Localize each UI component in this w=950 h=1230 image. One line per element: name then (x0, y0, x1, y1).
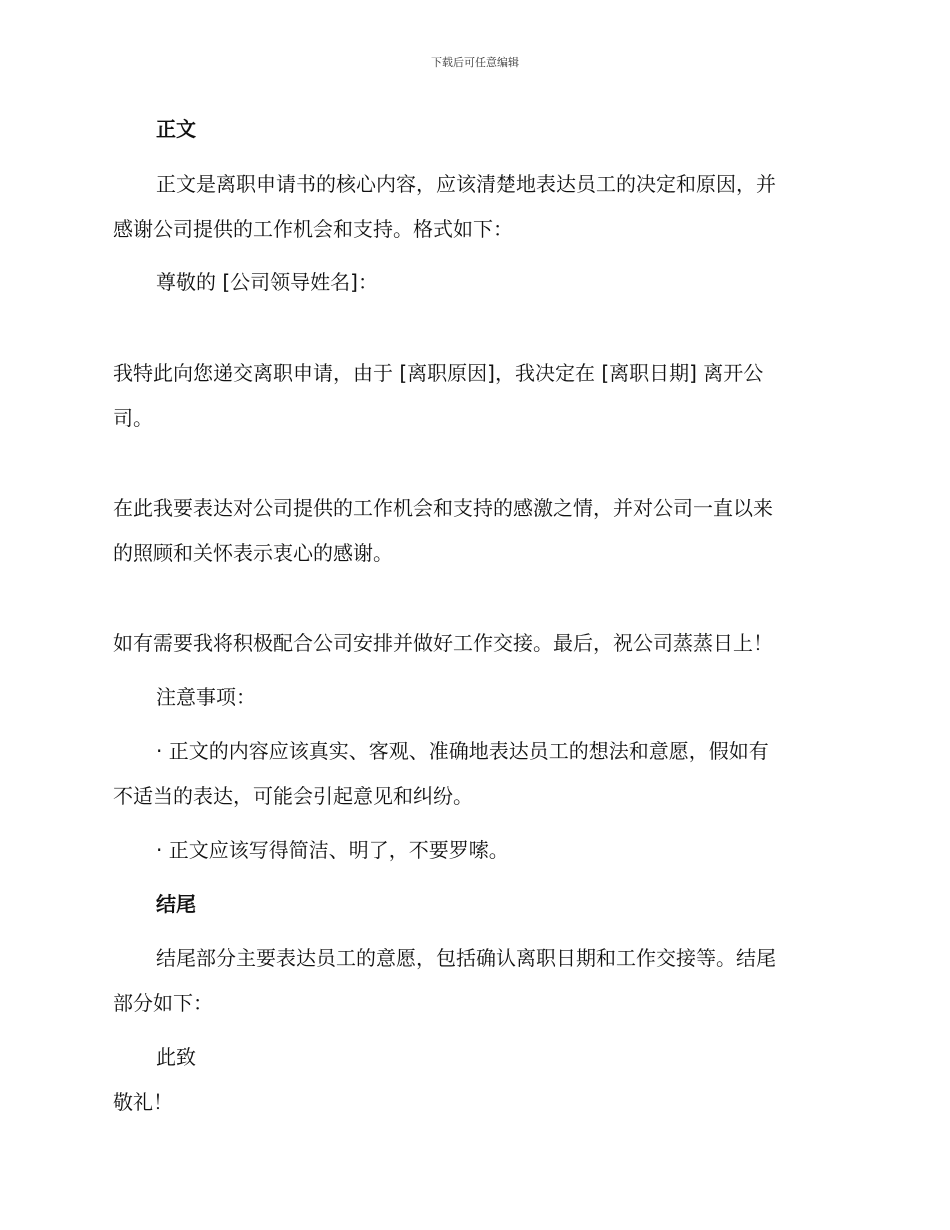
section-heading-body: 正文 (156, 117, 196, 141)
body-intro-line-1: 正文是离职申请书的核心内容，应该清楚地表达员工的决定和原因，并 (156, 172, 776, 196)
closing-intro-line-2: 部分如下： (113, 991, 213, 1015)
closing-intro-line-1: 结尾部分主要表达员工的意愿，包括确认离职日期和工作交接等。结尾 (156, 946, 776, 970)
body-intro-line-2: 感谢公司提供的工作机会和支持。格式如下： (113, 217, 513, 241)
note-2: · 正文应该写得简洁、明了，不要罗嗦。 (156, 838, 509, 862)
letter-paragraph-2-line-1: 在此我要表达对公司提供的工作机会和支持的感激之情，并对公司一直以来 (113, 496, 773, 520)
note-1-line-1: · 正文的内容应该真实、客观、准确地表达员工的想法和意愿，假如有 (156, 739, 769, 763)
closing-phrase-2: 敬礼！ (113, 1090, 173, 1114)
letter-paragraph-1-line-2: 司。 (113, 406, 153, 430)
letter-salutation: 尊敬的 [公司领导姓名]： (156, 270, 378, 294)
closing-phrase-1: 此致 (156, 1045, 196, 1069)
letter-paragraph-3: 如有需要我将积极配合公司安排并做好工作交接。最后，祝公司蒸蒸日上！ (113, 631, 773, 655)
note-1-line-2: 不适当的表达，可能会引起意见和纠纷。 (113, 784, 473, 808)
notes-label: 注意事项： (156, 685, 256, 709)
page-header: 下载后可任意编辑 (431, 56, 519, 69)
section-heading-closing: 结尾 (156, 892, 196, 916)
letter-paragraph-1-line-1: 我特此向您递交离职申请，由于 [离职原因]，我决定在 [离职日期] 离开公 (113, 361, 764, 385)
letter-paragraph-2-line-2: 的照顾和关怀表示衷心的感谢。 (113, 541, 393, 565)
